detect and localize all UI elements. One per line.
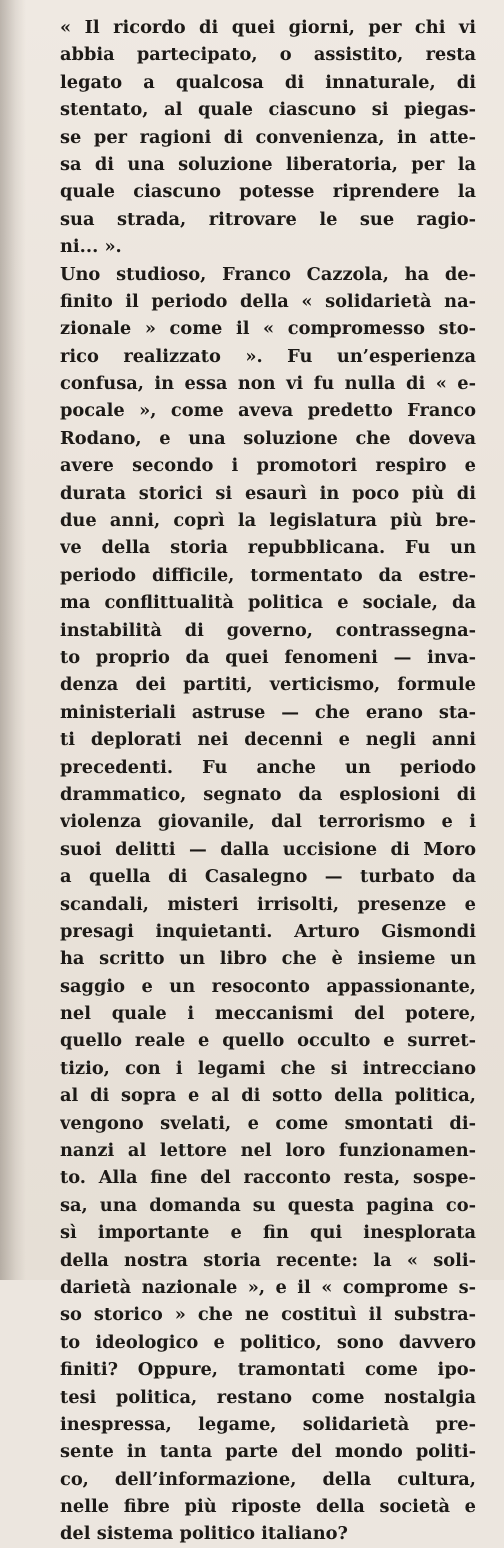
text-line: Rodano, e una soluzione che doveva	[60, 427, 476, 449]
text-line: avere secondo i promotori respiro e	[60, 455, 476, 477]
text-line: stentato, al quale ciascuno si piegas-	[60, 99, 476, 121]
text-line: Uno studioso, Franco Cazzola, ha de-	[60, 263, 476, 285]
text-line: suoi delitti — dalla uccisione di Moro	[60, 838, 476, 860]
text-line: legato a qualcosa di innaturale, di	[60, 71, 476, 93]
text-line: confusa, in essa non vi fu nulla di « e-	[60, 373, 476, 395]
text-line: vengono svelati, e come smontati di-	[60, 1112, 476, 1134]
text-line: denza dei partiti, verticismo, formule	[60, 674, 476, 696]
text-line: quale ciascuno potesse riprendere la	[60, 181, 476, 203]
text-line: « Il ricordo di quei giorni, per chi vi	[60, 17, 476, 38]
text-line: inespressa, legame, solidarietà pre-	[60, 1413, 476, 1435]
text-line: to ideologico e politico, sono davvero	[60, 1331, 476, 1353]
text-line: drammatico, segnato da esplosioni di	[60, 783, 476, 805]
text-line: co, dell’informazione, della cultura,	[60, 1468, 476, 1490]
text-line: se per ragioni di convenienza, in atte-	[60, 126, 476, 148]
text-line: al di sopra e al di sotto della politica,	[60, 1085, 476, 1107]
text-line: quello reale e quello occulto e surret-	[60, 1030, 476, 1052]
text-line: del sistema politico italiano?	[60, 1523, 348, 1545]
text-line: sa di una soluzione liberatoria, per la	[60, 153, 476, 175]
text-line: ma conflittualità politica e sociale, da	[60, 592, 476, 614]
text-line: finiti? Oppure, tramontati come ipo-	[60, 1359, 476, 1381]
text-line: sa, una domanda su questa pagina co-	[60, 1194, 476, 1216]
text-line: nanzi al lettore nel loro funzionamen-	[60, 1140, 476, 1162]
text-line: tesi politica, restano come nostalgia	[60, 1386, 476, 1408]
text-line: ministeriali astruse — che erano sta-	[60, 701, 476, 723]
text-line: ni... ».	[60, 236, 122, 258]
text-line: violenza giovanile, dal terrorismo e i	[60, 811, 476, 833]
text-line: tizio, con i legami che si intrecciano	[60, 1057, 476, 1079]
text-line: due anni, coprì la legislatura più bre-	[60, 510, 476, 532]
text-line: presagi inquietanti. Arturo Gismondi	[60, 920, 476, 942]
text-line: durata storici si esaurì in poco più di	[60, 482, 476, 504]
text-line: zionale » come il « compromesso sto-	[60, 318, 476, 340]
text-line: to proprio da quei fenomeni — inva-	[60, 646, 476, 668]
text-line: so storico » che ne costituì il substra-	[60, 1304, 476, 1326]
text-line: nel quale i meccanismi del potere,	[60, 1003, 476, 1025]
text-line: abbia partecipato, o assistito, resta	[60, 44, 476, 66]
text-line: finito il periodo della « solidarietà na-	[60, 290, 476, 312]
text-line: scandali, misteri irrisolti, presenze e	[60, 893, 476, 915]
text-line: sua strada, ritrovare le sue ragio-	[60, 208, 476, 230]
text-line: della nostra storia recente: la « soli-	[60, 1249, 476, 1271]
text-line: saggio e un resoconto appassionante,	[60, 975, 476, 997]
text-line: pocale », come aveva predetto Franco	[60, 400, 476, 422]
text-line: a quella di Casalegno — turbato da	[60, 866, 476, 888]
text-line: ha scritto un libro che è insieme un	[60, 948, 476, 970]
text-line: sente in tanta parte del mondo politi-	[60, 1441, 476, 1463]
text-line: precedenti. Fu anche un periodo	[60, 756, 476, 778]
blurb-text	[60, 14, 476, 1548]
text-line: darietà nazionale », e il « comprome s-	[60, 1276, 476, 1298]
text-line: periodo difficile, tormentato da estre-	[60, 564, 476, 586]
page-edge-shadow	[0, 0, 26, 1280]
text-line: ti deplorati nei decenni e negli anni	[60, 729, 476, 751]
text-line: to. Alla fine del racconto resta, sospe-	[60, 1167, 476, 1189]
text-line: sì importante e fin qui inesplorata	[60, 1222, 476, 1244]
text-line: nelle fibre più riposte della società e	[60, 1496, 476, 1518]
text-line: instabilità di governo, contrassegna-	[60, 619, 476, 641]
text-line: rico realizzato ». Fu un’esperienza	[60, 345, 476, 367]
text-line: ve della storia repubblicana. Fu un	[60, 537, 476, 559]
